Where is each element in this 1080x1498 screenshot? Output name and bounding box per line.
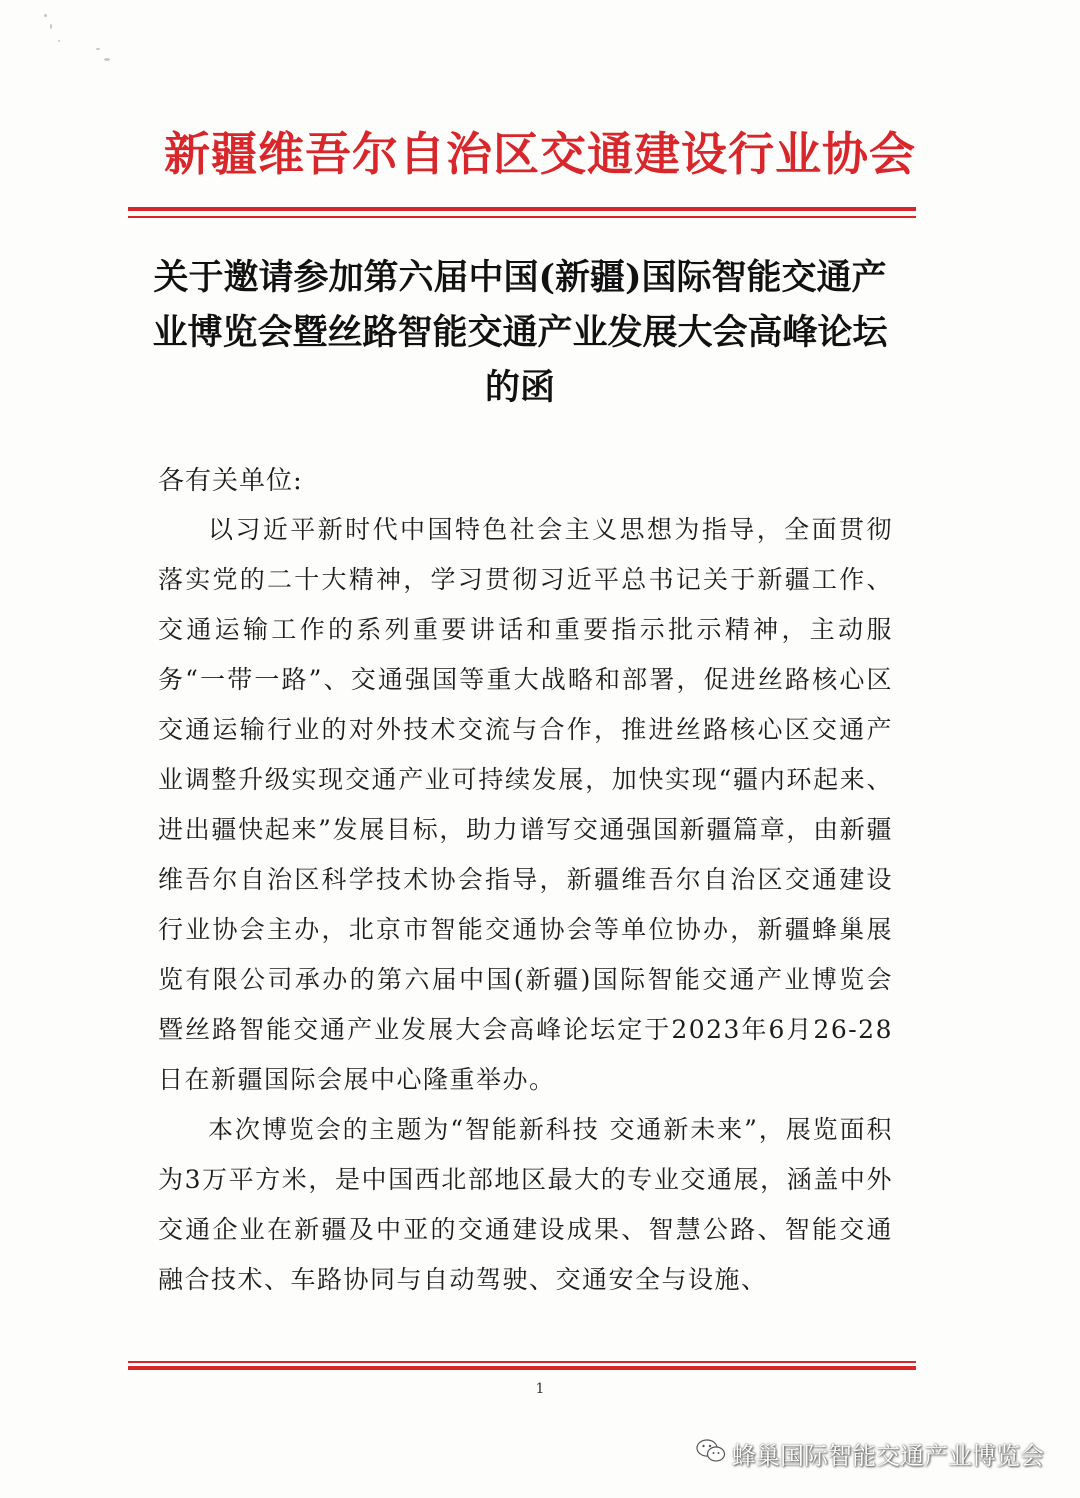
- wechat-icon: [696, 1438, 726, 1470]
- scan-speck: [50, 24, 52, 29]
- body-text: [158, 505, 893, 1305]
- scan-speck: [104, 58, 110, 61]
- header-rule-thin: [128, 216, 916, 218]
- page-number: 1: [535, 1381, 545, 1397]
- footer-rule-thin: [128, 1361, 916, 1363]
- organization-header: 新疆维吾尔自治区交通建设行业协会: [164, 127, 916, 181]
- paragraph-1: 以习近平新时代中国特色社会主义思想为指导，全面贯彻落实党的二十大精神，学习贯彻习近平总书记关于新疆工作、交通运输工作的系列重要讲话和重要指示批示精神，主动服务“一带一路”、交通强国等重大战略和部署，促进丝路核心区交通运输行业的对外技术交流与合作，推进丝路核心区交通产业调整升级实现交通产业可持续发展，加快实现“疆内环起来、进出疆快起来”发展目标，助力谱写交通强国新疆篇章，由新疆维吾尔自治区科学技术协会指导，新疆维吾尔自治区交通建设行业协会主办，北京市智能交通协会等单位协办，新疆蜂巢展览有限公司承办的第六届中国(新疆)国际智能交通产业博览会暨丝路智能交通产业发展大会高峰论坛定于2023年6月26-28日在新疆国际会展中心隆重举办。: [158, 515, 893, 1094]
- scan-speck: [58, 40, 60, 42]
- header-rule-thick: [128, 207, 916, 211]
- paragraph-2: 本次博览会的主题为“智能新科技 交通新未来”，展览面积为3万平方米，是中国西北部地区最大的专业交通展，涵盖中外交通企业在新疆及中亚的交通建设成果、智慧公路、智能交通融合技术、车路协同与自动驾驶、交通安全与设施、: [158, 1115, 893, 1294]
- watermark: [696, 1436, 1044, 1471]
- footer-rule-thick: [128, 1366, 916, 1370]
- document-title: 关于邀请参加第六届中国(新疆)国际智能交通产业博览会暨丝路智能交通产业发展大会高峰论坛的函: [152, 257, 888, 408]
- scan-speck: [44, 14, 47, 17]
- scan-speck: [96, 48, 100, 50]
- watermark-text: 蜂巢国际智能交通产业博览会: [732, 1442, 1044, 1470]
- salutation: 各有关单位:: [158, 466, 303, 496]
